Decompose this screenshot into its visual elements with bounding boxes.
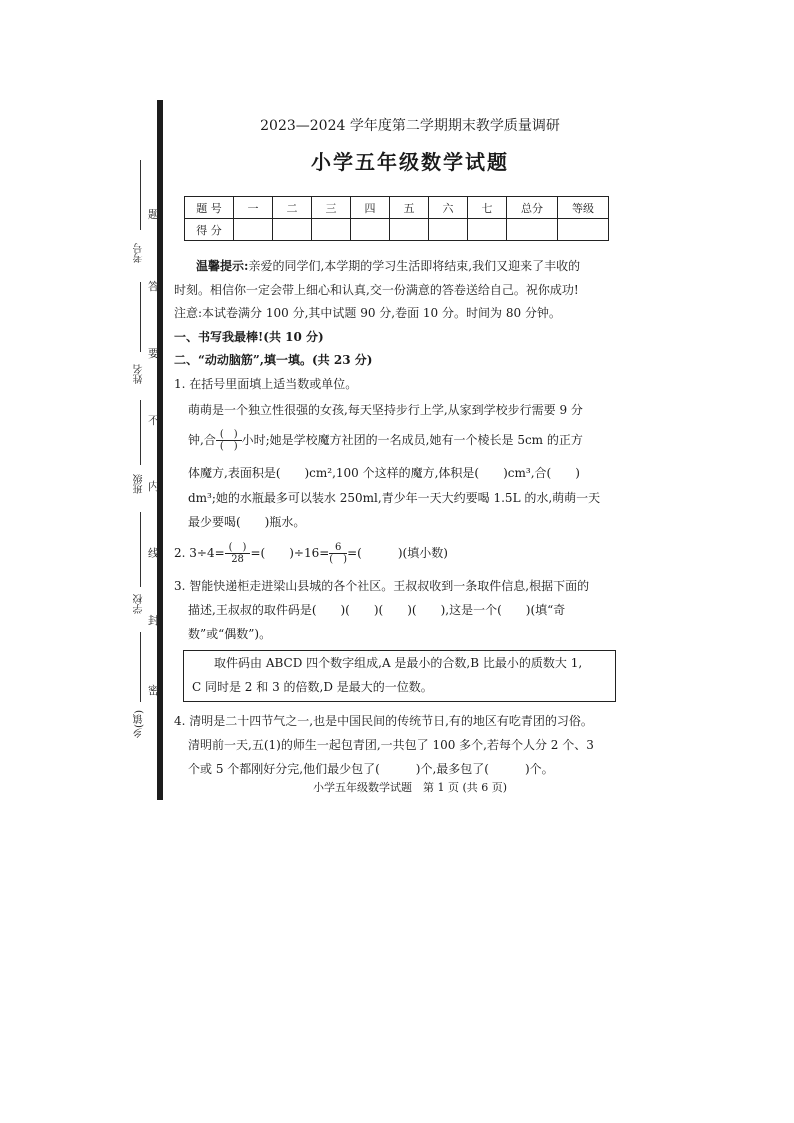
q2-part-c: =( )÷16= [250,546,330,560]
exam-header: 2023—2024 学年度第二学期期末教学质量调研 [260,118,560,134]
score-header-cell: 一 [234,197,273,219]
score-header-cell: 二 [273,197,312,219]
score-header-cell: 等级 [558,197,609,219]
q2-fraction-2[interactable] [329,542,347,565]
margin-line [140,400,141,465]
score-header-cell: 总分 [507,197,558,219]
fraction-denominator: 28 [231,554,244,565]
exam-title: 小学五年级数学试题 [311,150,509,174]
q4-line-1: 4. 清明是二十四节气之一,也是中国民间的传统节日,有的地区有吃青团的习俗。 [174,714,593,728]
notice-line-1 [196,254,628,278]
score-cell[interactable] [468,219,507,241]
notice-line-3: 注意:本试卷满分 100 分,其中试题 90 分,卷面 10 分。时间为 80 分钟。 [174,306,561,320]
q3-box-line-2: C 同时是 2 和 3 的倍数,D 是最大的一位数。 [192,680,433,694]
q2-part-e: =( )(填小数) [347,546,448,560]
notice-label: 温馨提示: [196,259,249,273]
fraction-numerator: ( ) [216,429,242,441]
notice-text: 亲爱的同学们,本学期的学习生活即将结束,我们又迎来了丰收的 [248,259,581,273]
seal-char: 不 [148,414,159,427]
q1-line-4: dm³;她的水瓶最多可以装水 250ml,青少年一天大约要喝 1.5L 的水,萌萌一天 [188,491,601,505]
q2-part-a: 2. 3÷4= [174,546,225,560]
fraction-blank[interactable] [216,429,242,452]
seal-char: 题 [148,208,159,221]
fraction-denominator: ( ) [219,441,238,452]
q1-line-2a: 钟,合 [188,433,216,447]
score-header-cell: 五 [390,197,429,219]
margin-label-school: 学校 [134,594,145,614]
seal-char: 答 [148,280,159,293]
seal-char: 内 [148,480,159,493]
fraction-denominator: ( ) [329,554,348,565]
score-header-cell: 七 [468,197,507,219]
q3-line-3: 数”或“偶数”)。 [188,627,272,641]
q3-line-2: 描述,王叔叔的取件码是( )( )( )( ),这是一个( )(填“奇 [188,603,566,617]
score-cell[interactable] [312,219,351,241]
q2-line [174,541,628,565]
fraction-numerator: ( ) [225,542,251,554]
q3-info-box [183,650,616,702]
seal-char: 封 [148,614,159,627]
q3-box-line-1: 取件码由 ABCD 四个数字组成,A 是最小的合数,B 比最小的质数大 1, [214,656,583,670]
score-table [184,196,609,241]
q4-line-2: 清明前一天,五(1)的师生一起包青团,一共包了 100 多个,若每个人分 2 个、3 [188,738,594,752]
margin-line [140,512,141,587]
section-1-heading: 一、书写我最棒!(共 10 分) [174,330,324,344]
margin-label-name: 姓名 [134,364,145,384]
margin-label-class: 班级 [134,474,145,494]
margin-line [140,282,141,352]
q1-line-3: 体魔方,表面积是( )cm²,100 个这样的魔方,体积是( )cm³,合( ) [188,466,580,480]
score-cell[interactable] [351,219,390,241]
q1-line-1: 萌萌是一个独立性很强的女孩,每天坚持步行上学,从家到学校步行需要 9 分 [188,403,583,417]
score-table-header-row [185,197,609,219]
notice-line-2: 时刻。相信你一定会带上细心和认真,交一份满意的答卷送给自己。祝你成功! [174,283,579,297]
score-header-cell: 题 号 [185,197,234,219]
margin-label-township: 乡(镇) [134,710,145,738]
q1-line-2b: 小时;她是学校魔方社团的一名成员,她有一个棱长是 5cm 的正方 [241,433,583,447]
score-cell[interactable] [507,219,558,241]
seal-char: 密 [148,684,159,697]
margin-label-exam-number: 考号 [134,243,145,263]
score-cell[interactable] [234,219,273,241]
score-cell[interactable] [273,219,312,241]
score-cell[interactable] [429,219,468,241]
score-cell[interactable] [390,219,429,241]
margin-line [140,160,141,230]
page-footer: 小学五年级数学试题 第 1 页 (共 6 页) [312,781,508,794]
section-2-heading: 二、“动动脑筋”,填一填。(共 23 分) [174,353,373,367]
score-row-label: 得 分 [185,219,234,241]
q2-fraction-1[interactable] [225,542,251,565]
score-header-cell: 四 [351,197,390,219]
score-table-score-row [185,219,609,241]
q3-line-1: 3. 智能快递柜走进梁山县城的各个社区。王叔叔收到一条取件信息,根据下面的 [174,579,590,593]
q1-line-2 [188,428,628,452]
margin-line [140,632,141,702]
seal-char: 线 [148,547,159,560]
score-cell[interactable] [558,219,609,241]
q1-line-5: 最少要喝( )瓶水。 [188,515,306,529]
fraction-numerator: 6 [329,542,347,554]
score-header-cell: 六 [429,197,468,219]
seal-char: 要 [148,347,159,360]
score-header-cell: 三 [312,197,351,219]
q4-line-3: 个或 5 个都刚好分完,他们最少包了( )个,最多包了( )个。 [188,762,554,776]
q1-stem: 1. 在括号里面填上适当数或单位。 [174,377,358,391]
